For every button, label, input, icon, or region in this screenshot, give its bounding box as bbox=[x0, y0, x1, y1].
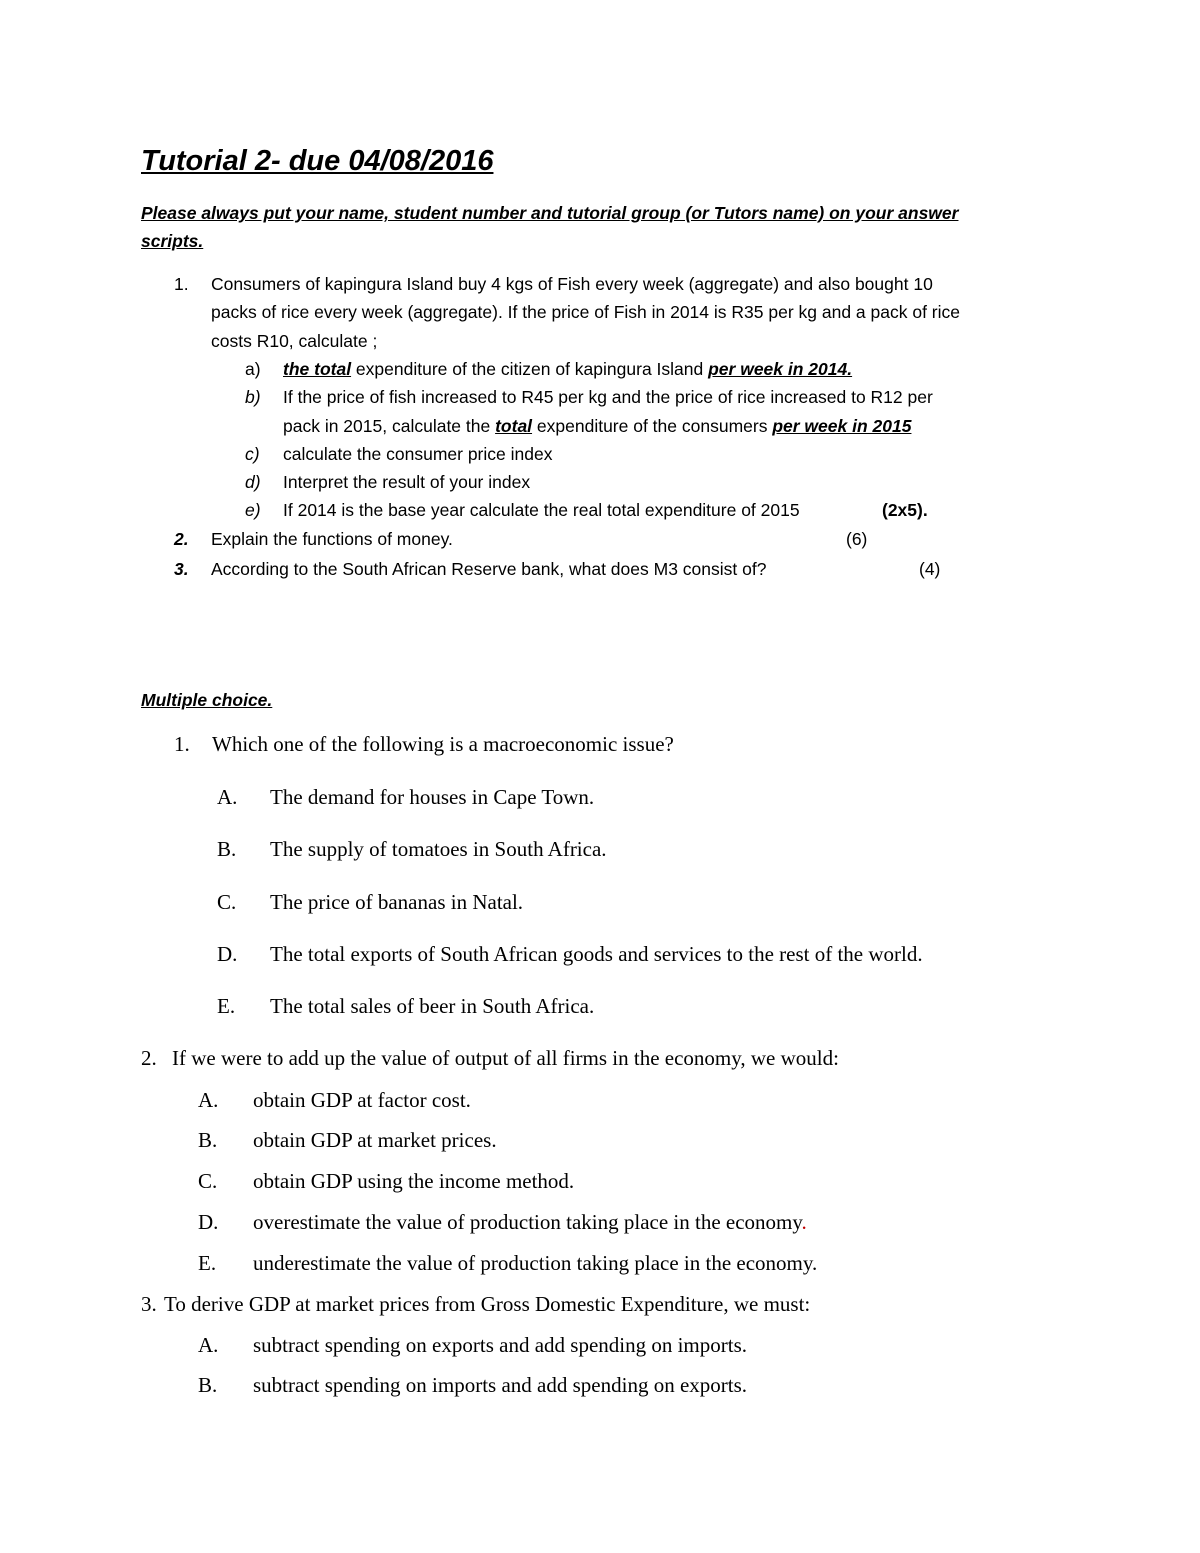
mc1-option-d-letter: D. bbox=[217, 942, 238, 966]
mc2-option-e-text: underestimate the value of production taking place in the economy. bbox=[253, 1251, 818, 1275]
q3-number: 3. bbox=[174, 559, 189, 579]
q1e-marks: (2x5). bbox=[882, 500, 928, 520]
q1b-emphasis-2: per week in 2015 bbox=[772, 416, 912, 436]
mc3-option-a-text: subtract spending on exports and add spending on imports. bbox=[253, 1333, 748, 1357]
q1a-emphasis-2: per week in 2014. bbox=[708, 359, 853, 379]
q1d-label: d) bbox=[245, 472, 261, 492]
mc1-question: Which one of the following is a macroeconomic issue? bbox=[212, 732, 674, 756]
q1b-emphasis-1: total bbox=[495, 416, 533, 436]
q1b-line-1: If the price of fish increased to R45 per kg and the price of rice increased to R12 per bbox=[283, 387, 933, 407]
q1e-label: e) bbox=[245, 500, 261, 520]
q1a-label: a) bbox=[245, 359, 261, 379]
mc1-option-e-letter: E. bbox=[217, 994, 236, 1018]
mc2-option-a-text: obtain GDP at factor cost. bbox=[253, 1088, 471, 1112]
q1-number: 1. bbox=[174, 274, 189, 294]
mc1-option-b-text: The supply of tomatoes in South Africa. bbox=[270, 837, 607, 861]
q1c-text: calculate the consumer price index bbox=[283, 444, 553, 464]
mc2-option-b-text: obtain GDP at market prices. bbox=[253, 1128, 497, 1152]
q1b-line-2-pre: pack in 2015, calculate the bbox=[283, 416, 496, 436]
q1b-line-2 bbox=[283, 416, 911, 437]
q1-line-1: Consumers of kapingura Island buy 4 kgs of Fish every week (aggregate) and also bought 10 bbox=[211, 274, 933, 294]
mc2-option-b-letter: B. bbox=[198, 1128, 218, 1152]
q2-text: Explain the functions of money. bbox=[211, 529, 453, 549]
q1a-body: expenditure of the citizen of kapingura Island bbox=[351, 359, 709, 379]
mc1-option-a-text: The demand for houses in Cape Town. bbox=[270, 785, 595, 809]
mc1-number: 1. bbox=[174, 732, 190, 756]
q1e-text: If 2014 is the base year calculate the real total expenditure of 2015 bbox=[283, 500, 800, 520]
q1d-text: Interpret the result of your index bbox=[283, 472, 531, 492]
mc2-option-d-letter: D. bbox=[198, 1210, 219, 1234]
mc1-option-d-text: The total exports of South African goods and services to the rest of the world. bbox=[270, 942, 923, 966]
mc3-number: 3. bbox=[141, 1292, 157, 1316]
q1-line-2: packs of rice every week (aggregate). If the price of Fish in 2014 is R35 per kg and a pack of rice bbox=[211, 302, 960, 322]
q1a-emphasis-1: the total bbox=[283, 359, 352, 379]
mc2-option-c-text: obtain GDP using the income method. bbox=[253, 1169, 575, 1193]
page-title: Tutorial 2- due 04/08/2016 bbox=[141, 145, 494, 177]
q1b-line-2-mid: expenditure of the consumers bbox=[532, 416, 773, 436]
mc1-option-b-letter: B. bbox=[217, 837, 237, 861]
multiple-choice-heading: Multiple choice. bbox=[141, 690, 273, 710]
q1b-label: b) bbox=[245, 387, 261, 407]
q2-number: 2. bbox=[174, 529, 189, 549]
mc2-option-d-body: overestimate the value of production taking place in the economy bbox=[253, 1210, 802, 1234]
q3-text: According to the South African Reserve bank, what does M3 consist of? bbox=[211, 559, 767, 579]
q2-marks: (6) bbox=[846, 529, 868, 549]
mc3-question: To derive GDP at market prices from Gross Domestic Expenditure, we must: bbox=[164, 1292, 811, 1316]
mc1-option-a-letter: A. bbox=[217, 785, 238, 809]
q1a-text bbox=[283, 359, 852, 380]
mc2-option-c-letter: C. bbox=[198, 1169, 218, 1193]
mc2-option-d-text bbox=[253, 1210, 807, 1235]
mc1-option-c-text: The price of bananas in Natal. bbox=[270, 890, 524, 914]
mc3-option-b-text: subtract spending on imports and add spending on exports. bbox=[253, 1373, 748, 1397]
mc1-option-c-letter: C. bbox=[217, 890, 237, 914]
mc2-option-d-red-period: . bbox=[801, 1210, 807, 1234]
q1-line-3: costs R10, calculate ; bbox=[211, 331, 378, 351]
mc2-option-e-letter: E. bbox=[198, 1251, 217, 1275]
q3-marks: (4) bbox=[919, 559, 941, 579]
instructions-line-1: Please always put your name, student number and tutorial group (or Tutors name) on your answer bbox=[141, 203, 959, 223]
q1c-label: c) bbox=[245, 444, 260, 464]
mc1-option-e-text: The total sales of beer in South Africa. bbox=[270, 994, 595, 1018]
instructions-line-2: scripts. bbox=[141, 231, 204, 251]
mc3-option-a-letter: A. bbox=[198, 1333, 219, 1357]
mc2-number: 2. bbox=[141, 1046, 157, 1070]
mc2-option-a-letter: A. bbox=[198, 1088, 219, 1112]
mc3-option-b-letter: B. bbox=[198, 1373, 218, 1397]
mc2-question: If we were to add up the value of output of all firms in the economy, we would: bbox=[172, 1046, 839, 1070]
